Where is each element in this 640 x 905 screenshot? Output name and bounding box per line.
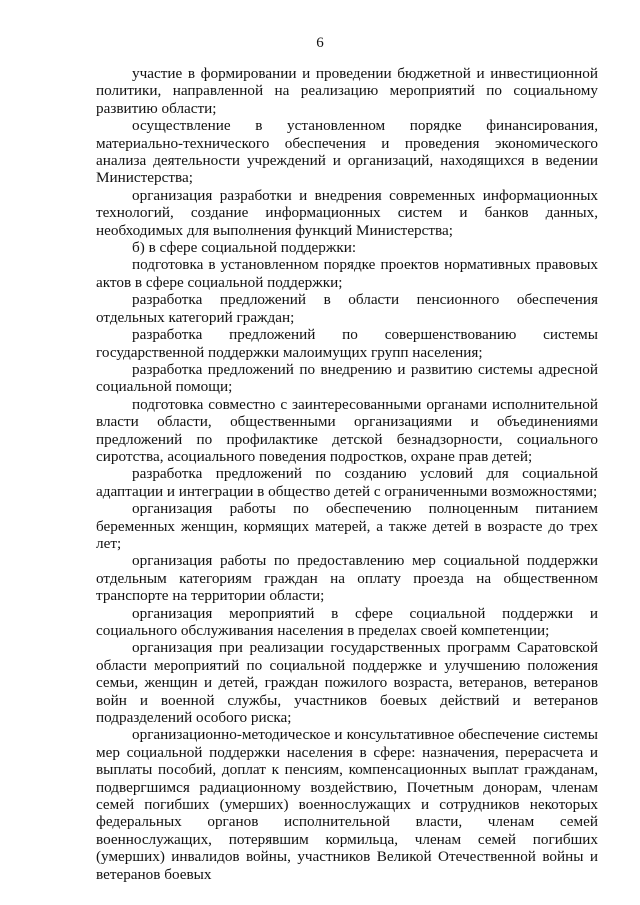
page-number: 6 bbox=[316, 35, 324, 51]
paragraph: организационно-методическое и консультативное обеспечение системы мер социальной поддержки населения в сфере: назначения, перерасчета и выплаты пособий, доплат к пенсиям, компенсационных выплат гражданам, подвергшимся радиационному воздействию, Почетным донорам, членам семей погибших (умерших) военнослужащих и сотрудников некоторых федеральных органов исполнительной власти, членам семей военнослужащих, потерявшим кормильца, членам семей погибших (умерших) инвалидов войны, участников Великой Отечественной войны и ветеранов боевых bbox=[96, 726, 598, 883]
paragraph: организация при реализации государственных программ Саратовской области мероприятий по социальной поддержке и улучшению положения семьи, женщин и детей, граждан пожилого возраста, ветеранов, ветеранов войн и военной службы, участников боевых действий и ветеранов подразделений особого риска; bbox=[96, 639, 598, 727]
paragraph: разработка предложений в области пенсионного обеспечения отдельных категорий граждан; bbox=[96, 291, 598, 326]
paragraph: организация мероприятий в сфере социальной поддержки и социального обслуживания населения в пределах своей компетенции; bbox=[96, 604, 598, 639]
paragraph: осуществление в установленном порядке финансирования, материально-технического обеспечения и проведения экономического анализа деятельности учреждений и организаций, находящихся в ведении Министерства; bbox=[96, 117, 598, 187]
paragraph: подготовка в установленном порядке проектов нормативных правовых актов в сфере социальной поддержки; bbox=[96, 256, 598, 291]
paragraph: организация работы по предоставлению мер социальной поддержки отдельным категориям граждан на оплату проезда на общественном транспорте на территории области; bbox=[96, 552, 598, 605]
paragraph: разработка предложений по внедрению и развитию системы адресной социальной помощи; bbox=[96, 360, 598, 396]
paragraph: разработка предложений по созданию условий для социальной адаптации и интеграции в общество детей с ограниченными возможностями; bbox=[96, 465, 598, 500]
paragraph: организация работы по обеспечению полноценным питанием беременных женщин, кормящих матерей, а также детей в возрасте до трех лет; bbox=[96, 500, 598, 552]
paragraph: организация разработки и внедрения современных информационных технологий, создание информационных систем и банков данных, необходимых для выполнения функций Министерства; bbox=[96, 186, 598, 239]
paragraph: участие в формировании и проведении бюджетной и инвестиционной политики, направленной на реализацию мероприятий по социальному развитию области; bbox=[96, 65, 598, 117]
paragraph: подготовка совместно с заинтересованными органами исполнительной власти области, общественными организациями и объединениями предложений по профилактике детской безнадзорности, социального сиротства, асоциального поведения подростков, охране прав детей; bbox=[96, 395, 598, 465]
section-heading: б) в сфере социальной поддержки: bbox=[132, 239, 357, 257]
paragraph: разработка предложений по совершенствованию системы государственной поддержки малоимущих групп населения; bbox=[96, 326, 598, 361]
document-body bbox=[96, 65, 598, 883]
